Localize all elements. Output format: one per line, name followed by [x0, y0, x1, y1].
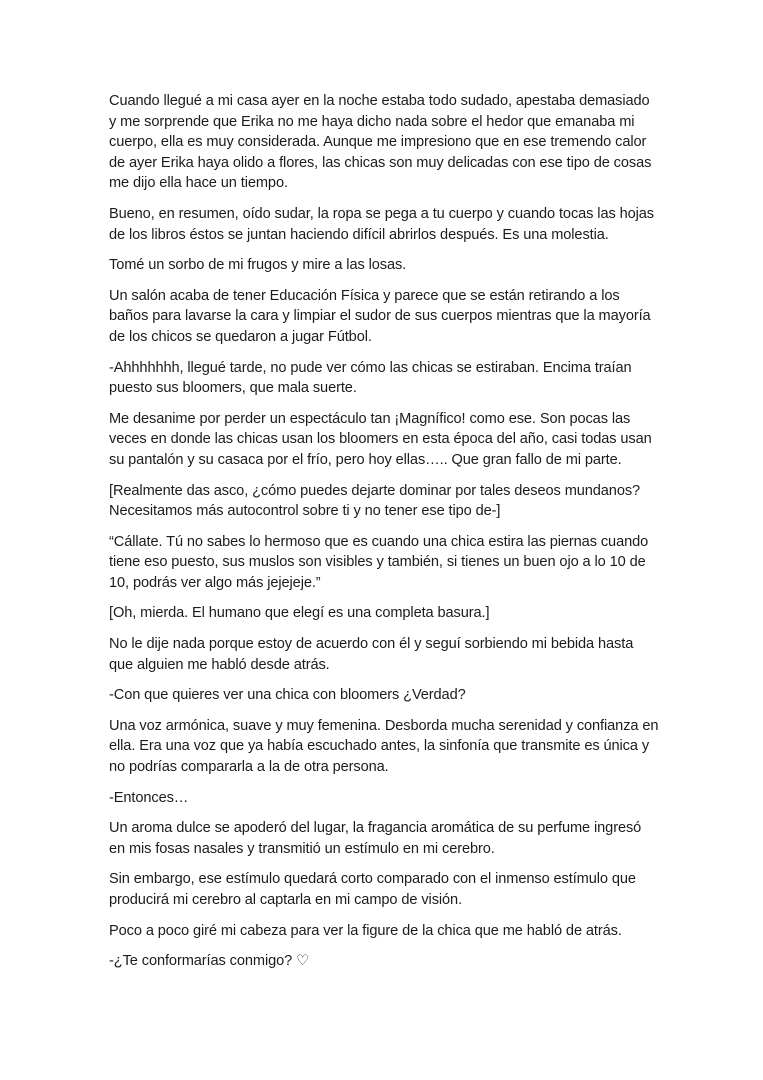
paragraph: Bueno, en resumen, oído sudar, la ropa se pega a tu cuerpo y cuando tocas las hojas de los libros éstos se juntan haciendo difícil abrirlos después. Es una molestia. [109, 205, 655, 243]
paragraph: No le dije nada porque estoy de acuerdo con él y seguí sorbiendo mi bebida hasta que alguien me habló desde atrás. [109, 636, 634, 673]
paragraph: Una voz armónica, suave y muy femenina. Desborda mucha serenidad y confianza en ella. Era una voz que ya había escuchado antes, la sinfonía que transmite es única y no podrías compararla a la de otra persona. [109, 717, 659, 776]
paragraph: -¿Te conformarías conmigo? ♡ [109, 953, 310, 970]
paragraph: Cuando llegué a mi casa ayer en la noche estaba todo sudado, apestaba demasiado y me sorprende que Erika no me haya dicho nada sobre el hedor que emanaba mi cuerpo, ella es muy considerada. Aunque me impresiono que en ese tremendo calor de ayer Erika haya olido a flores, las chicas son muy delicadas con ese tipo de cosas me dijo ella hace un tiempo. [109, 93, 652, 192]
paragraph: -Con que quieres ver una chica con bloomers ¿Verdad? [109, 687, 466, 704]
paragraph: -Entonces… [109, 789, 189, 806]
paragraph: Me desanime por perder un espectáculo tan ¡Magnífico! como ese. Son pocas las veces en donde las chicas usan los bloomers en esta época del año, casi todas usan su pantalón y su casaca por el frío, pero hoy ellas….. Que gran fallo de mi parte. [109, 410, 652, 468]
paragraph: “Cállate. Tú no sabes lo hermoso que es cuando una chica estira las piernas cuando tiene eso puesto, sus muslos son visibles y también, si tienes un buen ojo a lo 10 de 10, podrás ver algo más jejejeje.” [109, 533, 649, 591]
paragraph: Un aroma dulce se apoderó del lugar, la fragancia aromática de su perfume ingresó en mis fosas nasales y transmitió un estímulo en mi cerebro. [109, 820, 642, 857]
paragraph: Poco a poco giré mi cabeza para ver la figure de la chica que me habló de atrás. [109, 922, 622, 939]
paragraph: [Realmente das asco, ¿cómo puedes dejarte dominar por tales deseos mundanos? Necesitamos más autocontrol sobre ti y no tener ese tipo de-] [109, 482, 641, 520]
paragraph: Sin embargo, ese estímulo quedará corto comparado con el inmenso estímulo que producirá mi cerebro al captarla en mi campo de visión. [109, 871, 636, 908]
paragraph: Tomé un sorbo de mi frugos y mire a las losas. [109, 257, 407, 274]
paragraph: -Ahhhhhhh, llegué tarde, no pude ver cómo las chicas se estiraban. Encima traían puesto sus bloomers, que mala suerte. [109, 359, 632, 397]
paragraph: Un salón acaba de tener Educación Física y parece que se están retirando a los baños para lavarse la cara y limpiar el sudor de sus cuerpos mientras que la mayoría de los chicos se quedaron a jugar Fútbol. [109, 287, 651, 345]
paragraph: [Oh, mierda. El humano que elegí es una completa basura.] [109, 605, 490, 622]
document-body [109, 91, 659, 982]
